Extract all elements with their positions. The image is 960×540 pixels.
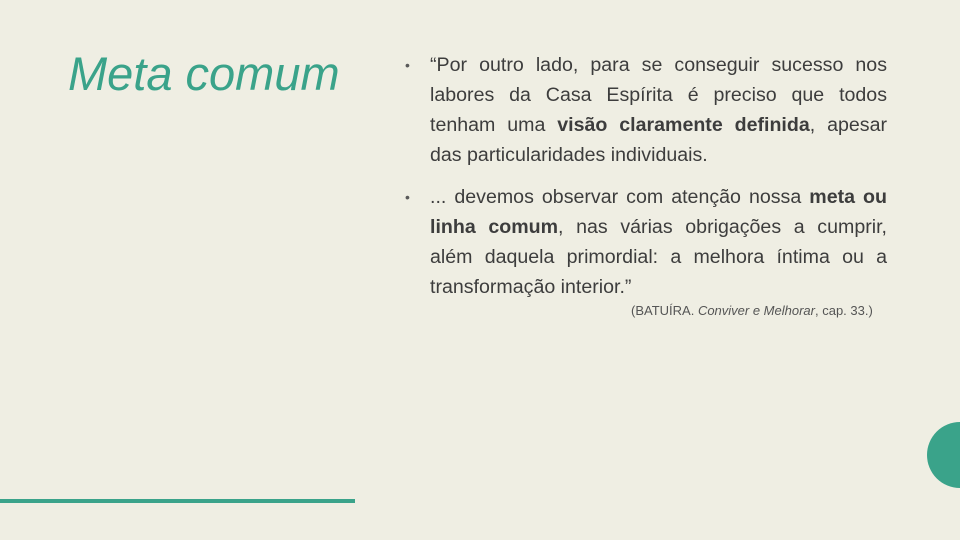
decorative-accent-circle <box>927 422 960 488</box>
bullet-item-1 <box>405 50 887 170</box>
citation-book-title: Conviver e Melhorar <box>697 303 815 318</box>
bullet-icon: • <box>405 189 410 205</box>
text-segment: “Por outro lado, para se conseguir sucesso nos labores da Casa Espírita é preciso que todos tenham uma <box>430 54 887 136</box>
text-segment: ... devemos observar com atenção nossa <box>430 186 810 208</box>
bullet-text <box>430 186 887 298</box>
decorative-accent-line <box>0 499 355 503</box>
text-segment: , apesar das particularidades individuais. <box>430 114 887 166</box>
bullet-text <box>430 54 887 166</box>
bullet-item-2 <box>405 182 887 302</box>
citation <box>631 302 911 320</box>
citation-author: (BATUÍRA. <box>631 303 698 318</box>
citation-chapter: , cap. 33.) <box>814 303 873 318</box>
text-segment: , nas várias obrigações a cumprir, além daquela primordial: a melhora íntima ou a transformação interior.” <box>430 216 887 298</box>
emphasis-text: meta ou linha comum <box>430 186 887 238</box>
emphasis-text: visão claramente definida <box>557 114 810 136</box>
quote-content <box>405 50 887 302</box>
bullet-icon: • <box>405 57 410 73</box>
slide-title: Meta comum <box>68 47 340 100</box>
